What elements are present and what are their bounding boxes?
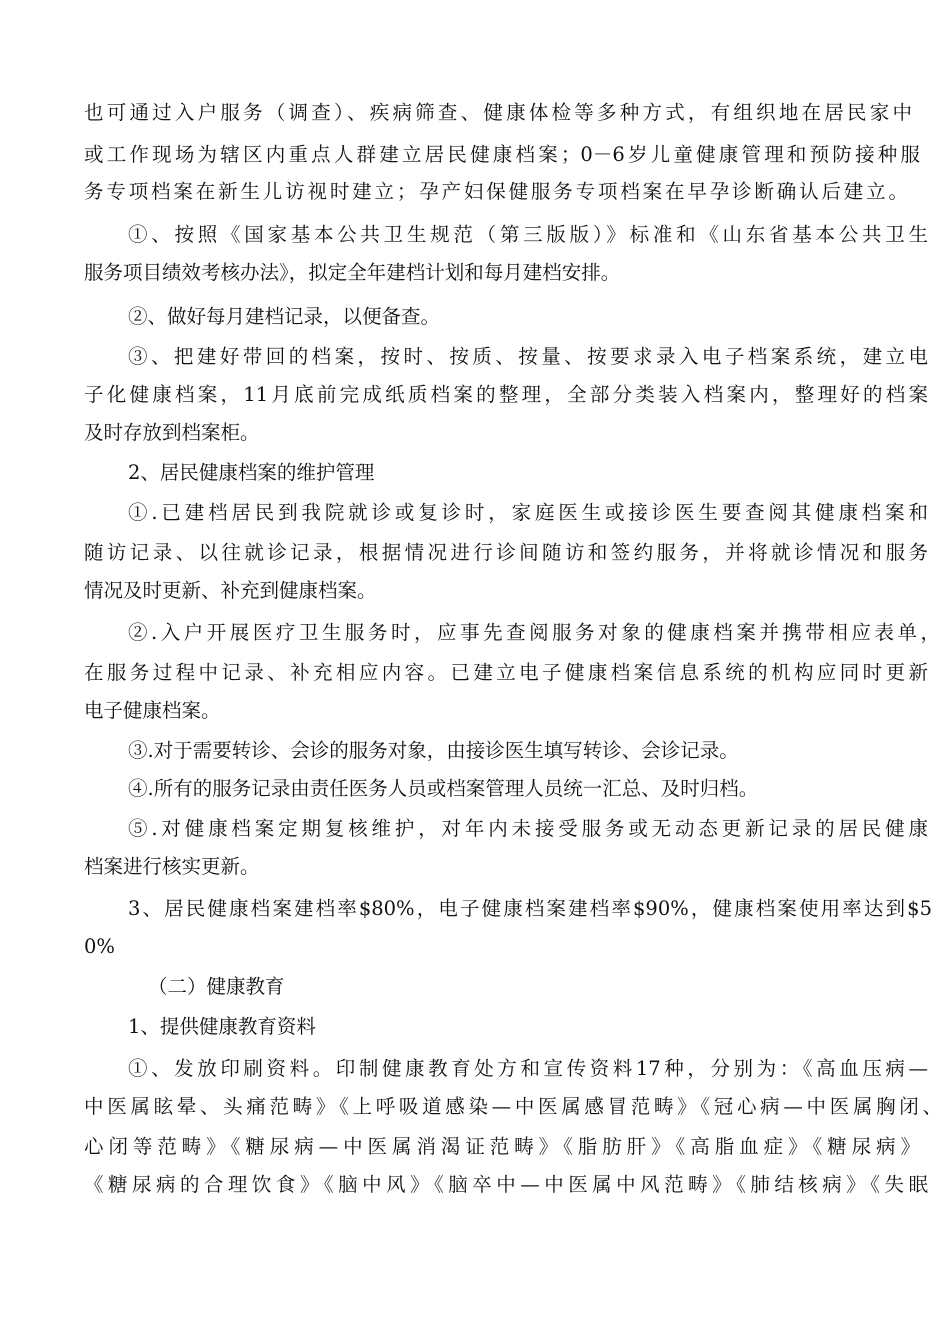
section-heading: 2、居民健康档案的维护管理 — [128, 461, 375, 484]
text-line: ①、发放印刷资料。印制健康教育处方和宣传资料17种，分别为：《高血压病— — [128, 1057, 928, 1080]
text-line: 0% — [84, 935, 115, 958]
text-line: 子化健康档案，11月底前完成纸质档案的整理，全部分类装入档案内，整理好的档案 — [84, 383, 928, 406]
section-heading: （二）健康教育 — [148, 975, 285, 998]
text-line: ②、做好每月建档记录，以便备查。 — [128, 305, 441, 328]
text-line: 档案进行核实更新。 — [84, 855, 260, 878]
text-line: 3、居民健康档案建档率$80%，电子健康档案建档率$90%，健康档案使用率达到$5 — [128, 897, 932, 920]
text-line: 心闭等范畴》《糖尿病—中医属消渴证范畴》《脂肪肝》《高脂血症》《糖尿病》 — [84, 1135, 920, 1158]
text-line: 及时存放到档案柜。 — [84, 421, 260, 444]
text-line: 务专项档案在新生儿访视时建立；孕产妇保健服务专项档案在早孕诊断确认后建立。 — [84, 180, 908, 203]
text-line: 服务项目绩效考核办法》，拟定全年建档计划和每月建档安排。 — [84, 261, 621, 284]
text-line: ③、把建好带回的档案，按时、按质、按量、按要求录入电子档案系统，建立电 — [128, 345, 928, 368]
text-line: 也可通过入户服务（调查）、疾病筛查、健康体检等多种方式，有组织地在居民家中 — [84, 101, 912, 124]
text-line: ①.已建档居民到我院就诊或复诊时，家庭医生或接诊医生要查阅其健康档案和 — [128, 501, 928, 524]
text-line: 随访记录、以往就诊记录，根据情况进行诊间随访和签约服务，并将就诊情况和服务 — [84, 541, 928, 564]
text-line: 或工作现场为辖区内重点人群建立居民健康档案；0－6岁儿童健康管理和预防接种服 — [84, 143, 920, 166]
text-line: 在服务过程中记录、补充相应内容。已建立电子健康档案信息系统的机构应同时更新 — [84, 661, 928, 684]
text-line: ⑤.对健康档案定期复核维护，对年内未接受服务或无动态更新记录的居民健康 — [128, 817, 928, 840]
text-line: 情况及时更新、补充到健康档案。 — [84, 579, 377, 602]
text-line: ④.所有的服务记录由责任医务人员或档案管理人员统一汇总、及时归档。 — [128, 777, 759, 800]
text-line: ①、按照《国家基本公共卫生规范（第三版版）》标准和《山东省基本公共卫生 — [128, 223, 928, 246]
text-line: ②.入户开展医疗卫生服务时，应事先查阅服务对象的健康档案并携带相应表单， — [128, 621, 940, 644]
text-line: 中医属眩晕、头痛范畴》《上呼吸道感染—中医属感冒范畴》《冠心病—中医属胸闭、 — [84, 1095, 942, 1118]
text-line: 《糖尿病的合理饮食》《脑中风》《脑卒中—中医属中风范畴》《肺结核病》《失眠 — [84, 1173, 928, 1196]
section-heading: 1、提供健康教育资料 — [128, 1015, 316, 1038]
text-line: ③.对于需要转诊、会诊的服务对象，由接诊医生填写转诊、会诊记录。 — [128, 739, 739, 762]
text-line: 电子健康档案。 — [84, 699, 221, 722]
